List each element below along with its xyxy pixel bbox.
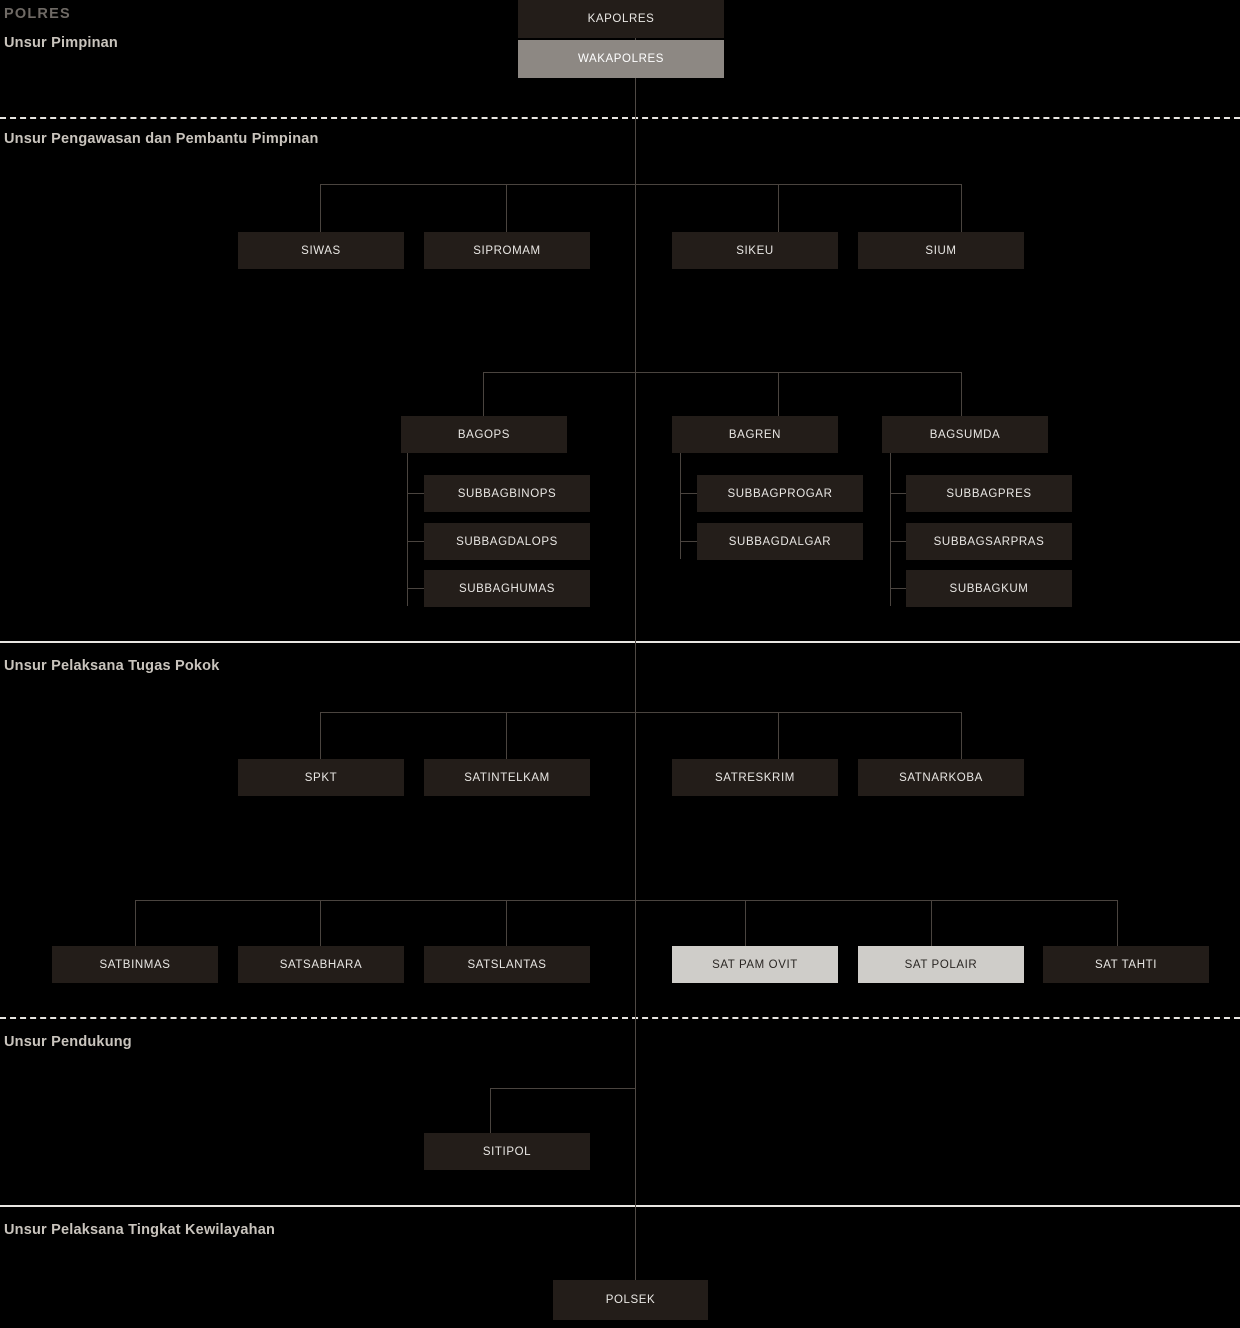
node-bagren[interactable]: BAGREN: [672, 416, 838, 453]
bus-sat-row-1: [320, 712, 962, 713]
drop-satintelkam: [506, 712, 507, 759]
drop-satpamovit: [745, 900, 746, 947]
node-subbagsarpras[interactable]: SUBBAGSARPRAS: [906, 523, 1072, 560]
node-satlantas[interactable]: SATSLANTAS: [424, 946, 590, 983]
node-subbagprogar[interactable]: SUBBAGPROGAR: [697, 475, 863, 512]
node-satnarkoba[interactable]: SATNARKOBA: [858, 759, 1024, 796]
tick-subbagbinops: [407, 493, 424, 494]
rail-bagren-children: [680, 453, 681, 559]
divider-pengawasan: [0, 117, 1240, 119]
section-title-pelaksana-pokok: Unsur Pelaksana Tugas Pokok: [4, 658, 220, 674]
tick-subbagsarpras: [890, 541, 907, 542]
node-subbagpres[interactable]: SUBBAGPRES: [906, 475, 1072, 512]
drop-bagops: [483, 372, 484, 416]
tick-subbagprogar: [680, 493, 697, 494]
drop-bagsumda: [961, 372, 962, 416]
tick-subbagkum: [890, 588, 907, 589]
node-subbagdalops[interactable]: SUBBAGDALOPS: [424, 523, 590, 560]
bus-bag-row: [483, 372, 962, 373]
section-title-pimpinan: Unsur Pimpinan: [4, 35, 118, 51]
node-sikeu[interactable]: SIKEU: [672, 232, 838, 269]
drop-bagren: [778, 372, 779, 416]
node-sium[interactable]: SIUM: [858, 232, 1024, 269]
divider-pelaksana-pokok: [0, 641, 1240, 643]
divider-kewilayahan: [0, 1205, 1240, 1207]
tick-subbaghumas: [407, 588, 424, 589]
drop-satreskrim: [778, 712, 779, 759]
tick-subbagdalops: [407, 541, 424, 542]
rail-bagops-children: [407, 453, 408, 606]
bus-sat-row-2: [135, 900, 1117, 901]
node-subbagbinops[interactable]: SUBBAGBINOPS: [424, 475, 590, 512]
drop-sitipol: [490, 1088, 491, 1133]
drop-sipropam: [506, 184, 507, 232]
rail-bagsumda-children: [890, 453, 891, 606]
node-siwas[interactable]: SIWAS: [238, 232, 404, 269]
node-wakapolres[interactable]: WAKAPOLRES: [518, 40, 724, 78]
bus-staff-row: [320, 184, 962, 185]
node-sattahti[interactable]: SAT TAHTI: [1043, 946, 1209, 983]
section-title-kewilayahan: Unsur Pelaksana Tingkat Kewilayahan: [4, 1222, 276, 1238]
tick-subbagdalgar: [680, 541, 697, 542]
node-satreskrim[interactable]: SATRESKRIM: [672, 759, 838, 796]
node-subbagdalgar[interactable]: SUBBAGDALGAR: [697, 523, 863, 560]
node-sitipol[interactable]: SITIPOL: [424, 1133, 590, 1170]
node-subbaghumas[interactable]: SUBBAGHUMAS: [424, 570, 590, 607]
node-satpolair[interactable]: SAT POLAIR: [858, 946, 1024, 983]
org-name-label: POLRES: [4, 6, 71, 22]
divider-pendukung: [0, 1017, 1240, 1019]
drop-sium: [961, 184, 962, 232]
drop-satbinmas: [135, 900, 136, 947]
node-subbagkum[interactable]: SUBBAGKUM: [906, 570, 1072, 607]
node-satbinmas[interactable]: SATBINMAS: [52, 946, 218, 983]
bus-sitipol: [490, 1088, 636, 1089]
spine-pelaksana: [635, 641, 636, 1017]
drop-satpolair: [931, 900, 932, 947]
node-polsek[interactable]: POLSEK: [553, 1280, 708, 1320]
drop-satsabhara: [320, 900, 321, 947]
drop-satlantas: [506, 900, 507, 947]
node-satintelkam[interactable]: SATINTELKAM: [424, 759, 590, 796]
drop-sattahti: [1117, 900, 1118, 947]
tick-subbagpres: [890, 493, 907, 494]
drop-siwas: [320, 184, 321, 232]
node-satsabhara[interactable]: SATSABHARA: [238, 946, 404, 983]
node-bagsumda[interactable]: BAGSUMDA: [882, 416, 1048, 453]
section-title-pengawasan: Unsur Pengawasan dan Pembantu Pimpinan: [4, 131, 319, 147]
spine-kewilayahan: [635, 1205, 636, 1280]
node-sipropam[interactable]: SIPROMAM: [424, 232, 590, 269]
node-bagops[interactable]: BAGOPS: [401, 416, 567, 453]
node-satpamovit[interactable]: SAT PAM OVIT: [672, 946, 838, 983]
node-spkt[interactable]: SPKT: [238, 759, 404, 796]
drop-satnarkoba: [961, 712, 962, 759]
spine-pendukung: [635, 1017, 636, 1205]
drop-spkt: [320, 712, 321, 759]
spine-pengawasan: [635, 117, 636, 641]
drop-sikeu: [778, 184, 779, 232]
node-kapolres[interactable]: KAPOLRES: [518, 0, 724, 38]
section-title-pendukung: Unsur Pendukung: [4, 1034, 132, 1050]
